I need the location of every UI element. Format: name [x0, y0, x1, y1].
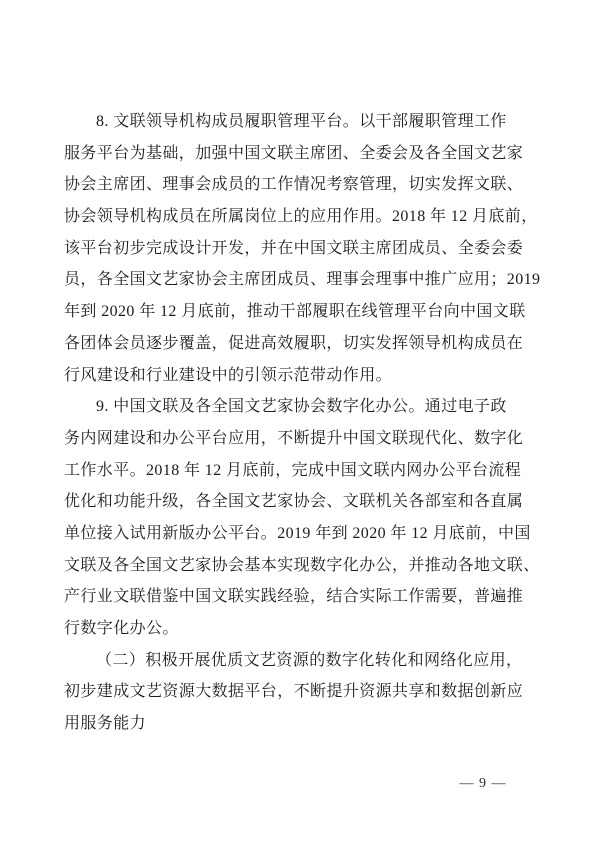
body-text [64, 106, 541, 740]
text-line: 协会领导机构成员在所属岗位上的应用作用。2018 年 12 月底前， [64, 208, 538, 226]
text-line: 8. 文联领导机构成员履职管理平台。以干部履职管理工作 [96, 113, 507, 130]
text-line: 初步建成文艺资源大数据平台，不断提升资源共享和数据创新应 [64, 683, 524, 701]
text-line: 该平台初步完成设计开发，并在中国文联主席团成员、全委会委 [64, 239, 524, 257]
text-line: 员，各全国文艺家协会主席团成员、理事会理事中推广应用；2019 [64, 271, 541, 289]
text-line: 各团体会员逐步覆盖，促进高效履职，切实发挥领导机构成员在 [64, 334, 524, 352]
text-line: 服务平台为基础，加强中国文联主席团、全委会及各全国文艺家 [64, 144, 524, 162]
text-line: 9. 中国文联及各全国文艺家协会数字化办公。通过电子政 [96, 398, 507, 416]
text-line: 务内网建设和办公平台应用，不断提升中国文联现代化、数字化 [64, 429, 524, 447]
page-number: — 9 — [459, 776, 507, 791]
text-line: 行风建设和行业建设中的引领示范带动作用。 [64, 366, 393, 384]
text-line: 工作水平。2018 年 12 月底前，完成中国文联内网办公平台流程 [64, 461, 522, 479]
text-line: 文联及各全国文艺家协会基本实现数字化办公，并推动各地文联、 [64, 556, 540, 574]
text-line: 年到 2020 年 12 月底前，推动干部履职在线管理平台向中国文联 [64, 303, 526, 321]
text-line: 协会主席团、理事会成员的工作情况考察管理，切实发挥文联、 [64, 176, 524, 194]
text-line: 单位接入试用新版办公平台。2019 年到 2020 年 12 月底前，中国 [64, 524, 531, 542]
text-line: 产行业文联借鉴中国文联实践经验，结合实际工作需要，普遍推 [64, 588, 524, 606]
text-line: 优化和功能升级，各全国文艺家协会、文联机关各部室和各直属 [64, 493, 524, 511]
text-line: （二）积极开展优质文艺资源的数字化转化和网络化应用， [96, 651, 523, 669]
text-line: 行数字化办公。 [64, 620, 179, 637]
text-line: 用服务能力 [64, 715, 147, 733]
